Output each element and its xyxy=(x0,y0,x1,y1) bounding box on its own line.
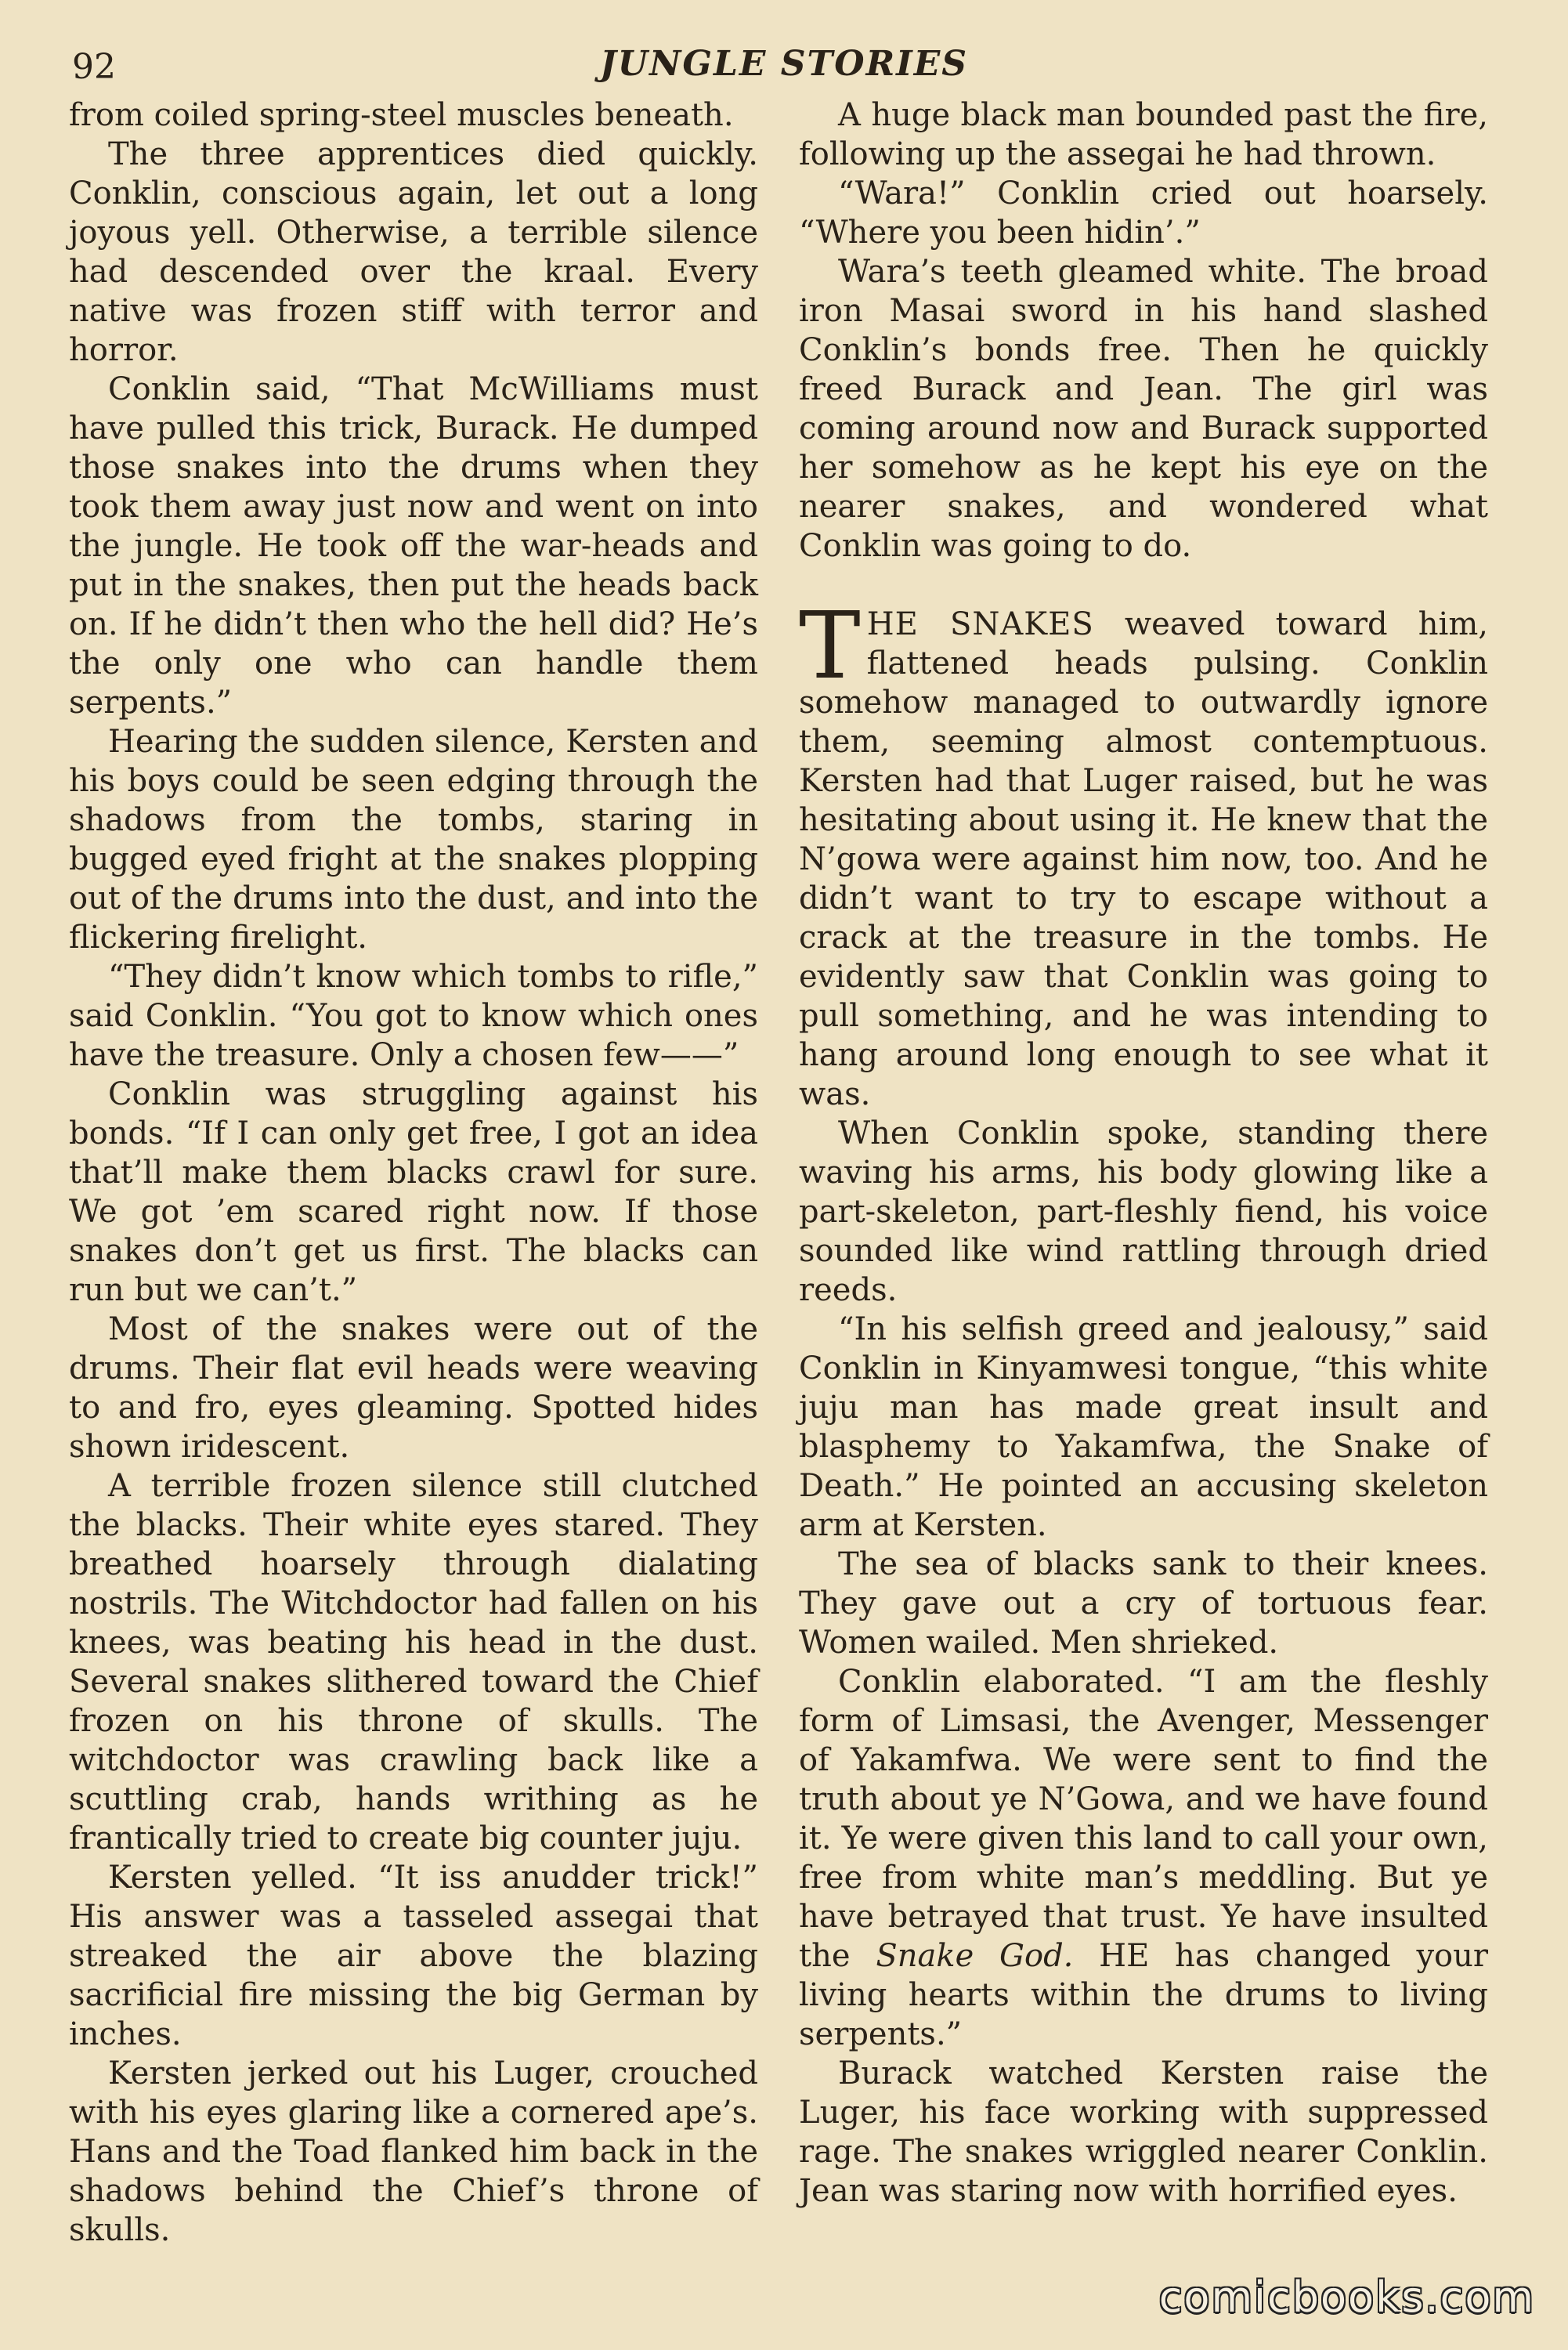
paragraph: Conklin said, “That McWilliams must have pulled this trick, Burack. He dumped those snakes into the drums when they took them away just now and went on into the jungle. He took off the war-heads and put in the snakes, then put the heads back on. If he didn’t then who the hell did? He’s the only one who can handle them serpents.” xyxy=(69,371,758,721)
page-number: 92 xyxy=(72,47,116,87)
paragraph: Conklin was struggling against his bonds. “If I can only get free, I got an idea that’ll make them blacks crawl for sure. We got ’em scared right now. If those snakes don’t get us first. The blacks can run but we can’t.” xyxy=(69,1076,758,1308)
paragraph: A terrible frozen silence still clutched the blacks. Their white eyes stared. They breathed hoarsely through dialating nostrils. The Witchdoctor had fallen on his knees, was beating his head in the dust. Several snakes slithered toward the Chief frozen on his throne of skulls. The witchdoctor was crawling back like a scuttling crab, hands writhing as he frantically tried to create big counter juju. xyxy=(69,1468,758,1856)
paragraph: “In his selfish greed and jealousy,” said Conklin in Kinyamwesi tongue, “this white juju man has made great insult and blasphemy to Yakamfwa, the Snake of Death.” He pointed an accusing skeleton arm at Kersten. xyxy=(799,1311,1488,1543)
paragraph: The sea of blacks sank to their knees. They gave out a cry of tortuous fear. Women wailed. Men shrieked. xyxy=(799,1546,1488,1661)
paragraph-text: Conklin elaborated. “I am the fleshly form of Limsasi, the Avenger, Messenger of Yakamfwa. We were sent to find the truth about ye N’Gowa, and we have found it. Ye were given this land to call your own, free from white man’s meddling. But ye have betrayed that trust. Ye have insulted the xyxy=(799,1664,1488,1974)
paragraph: The three apprentices died quickly. Conklin, conscious again, let out a long joyous yell. Otherwise, a terrible silence had descended over the kraal. Every native was frozen stiff with terror and horror. xyxy=(69,136,758,368)
paragraph: Most of the snakes were out of the drums. Their flat evil heads were weaving to and fro, eyes gleaming. Spotted hides shown iridescent. xyxy=(69,1311,758,1465)
section-text: weaved toward him, flattened heads pulsing. Conklin somehow managed to outwardly ignore them, seeming almost contemptuous. Kersten had that Luger raised, but he was hesitating about using it. He knew that the N’gowa were against him now, too. And he didn’t want to try to escape without a crack at the treasure in the tombs. He evidently saw that Conklin was going to pull something, and he was intending to hang around long enough to see what it was. xyxy=(799,606,1488,1112)
paragraph: “Wara!” Conklin cried out hoarsely. “Where you been hidin’.” xyxy=(799,175,1488,251)
paragraph: Hearing the sudden silence, Kersten and his boys could be seen edging through the shadows from the tombs, staring in bugged eyed fright at the snakes plopping out of the drums into the dust, and into the flickering firelight. xyxy=(69,724,758,956)
running-head-title: JUNGLE STORIES xyxy=(599,44,969,84)
drop-cap: T xyxy=(799,591,861,700)
paragraph: Wara’s teeth gleamed white. The broad iron Masai sword in his hand slashed Conklin’s bonds free. Then he quickly freed Burack and Jean. The girl was coming around now and Burack supported her somehow as he kept his eye on the nearer snakes, and wondered what Conklin was going to do. xyxy=(799,254,1488,564)
italic-text: Snake God. xyxy=(876,1938,1074,1974)
paragraph: When Conklin spoke, standing there waving his arms, his body glowing like a part-skeleton, part-fleshly fiend, his voice sounded like wind rattling through dried reeds. xyxy=(799,1115,1488,1308)
paragraph: from coiled spring-steel muscles beneath. xyxy=(69,97,734,133)
paragraph xyxy=(799,1662,1488,2054)
paragraph: Kersten jerked out his Luger, crouched with his eyes glaring like a cornered ape’s. Hans and the Toad flanked him back in the shadows behind the Chief’s throne of skulls. xyxy=(69,2055,758,2248)
paragraph-text: HE has changed your living hearts within the drums to living serpents.” xyxy=(799,1938,1488,2052)
small-caps-lead: HE SNAKES xyxy=(866,606,1094,642)
section-opening-paragraph xyxy=(799,591,1488,1114)
paragraph: “They didn’t know which tombs to rifle,” said Conklin. “You got to know which ones have the treasure. Only a chosen few——” xyxy=(69,959,758,1073)
watermark: comicbooks.com xyxy=(1158,2272,1535,2322)
paragraph: Burack watched Kersten raise the Luger, his face working with suppressed rage. The snakes wriggled nearer Conklin. Jean was staring now with horrified eyes. xyxy=(799,2055,1488,2209)
paragraph: A huge black man bounded past the fire, following up the assegai he had thrown. xyxy=(799,97,1488,172)
right-text-column xyxy=(799,96,1488,2211)
paragraph: Kersten yelled. “It iss anudder trick!” His answer was a tasseled assegai that streaked the air above the blazing sacrificial fire missing the big German by inches. xyxy=(69,1860,758,2052)
left-text-column xyxy=(69,96,758,2250)
